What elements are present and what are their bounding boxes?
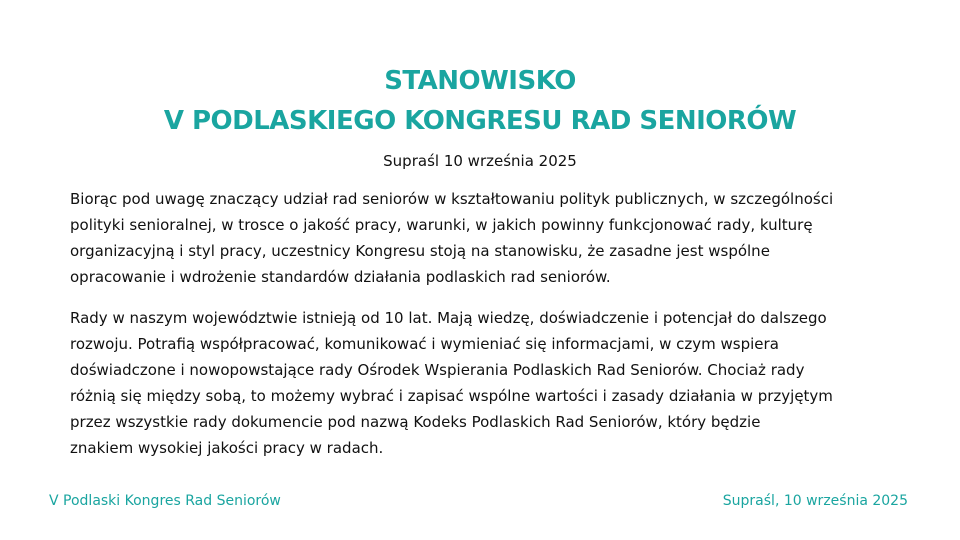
paragraph-2-line: doświadczone i nowopowstające rady Ośrodek Wspierania Podlaskich Rad Seniorów. Chociaż rady [70, 361, 805, 379]
footer-event-name: V Podlaski Kongres Rad Seniorów [49, 493, 281, 509]
title-line-1: STANOWISKO [384, 66, 576, 96]
paragraph-1-line: organizacyjną i styl pracy, uczestnicy Kongresu stoją na stanowisku, że zasadne jest wspólne [70, 242, 770, 260]
paragraph-2 [70, 305, 920, 461]
paragraph-1-line: polityki senioralnej, w trosce o jakość pracy, warunki, w jakich powinny funkcjonować rady, kulturę [70, 216, 813, 234]
paragraph-1 [70, 186, 920, 290]
paragraph-2-line: różnią się między sobą, to możemy wybrać i zapisać wspólne wartości i zasady działania w przyjętym [70, 387, 833, 405]
title-line-2: V PODLASKIEGO KONGRESU RAD SENIORÓW [163, 106, 797, 136]
paragraph-1-line: Biorąc pod uwagę znaczący udział rad seniorów w kształtowaniu polityk publicznych, w szczególności [70, 190, 834, 208]
paragraph-2-line: rozwoju. Potrafią współpracować, komunikować i wymieniać się informacjami, w czym wspiera [70, 335, 779, 353]
paragraph-2-line: przez wszystkie rady dokumencie pod nazwą Kodeks Podlaskich Rad Seniorów, który będzie [70, 413, 761, 431]
footer-date: Supraśl, 10 września 2025 [722, 493, 908, 509]
document-date: Supraśl 10 września 2025 [383, 152, 577, 170]
paragraph-1-line: opracowanie i wdrożenie standardów działania podlaskich rad seniorów. [70, 268, 611, 286]
paragraph-2-line: Rady w naszym województwie istnieją od 10 lat. Mają wiedzę, doświadczenie i potencjał do dalszego [70, 309, 827, 327]
paragraph-2-line: znakiem wysokiej jakości pracy w radach. [70, 439, 384, 457]
